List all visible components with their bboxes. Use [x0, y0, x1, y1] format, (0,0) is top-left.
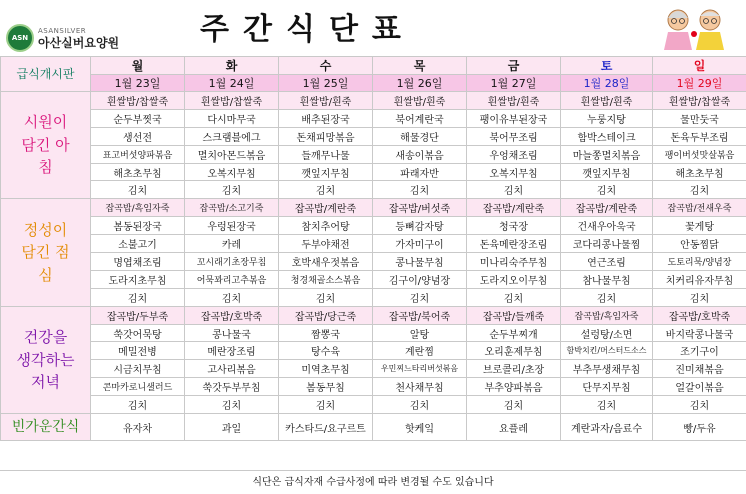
- menu-item: 김치: [91, 288, 185, 306]
- page-header: [0, 0, 746, 56]
- menu-item: 김치: [185, 288, 279, 306]
- breakfast-row: [1, 92, 746, 110]
- menu-item: 참치추어탕: [279, 217, 373, 235]
- menu-item: 콘마카로니샐러드: [91, 378, 185, 396]
- menu-item: 청국장: [467, 217, 561, 235]
- menu-item: 꽃게탕: [653, 217, 746, 235]
- menu-item: 팽이유부된장국: [467, 109, 561, 127]
- breakfast-row: [1, 145, 746, 163]
- menu-item: 우엉채조림: [467, 145, 561, 163]
- menu-item: 해초초무침: [653, 163, 746, 181]
- menu-item: 김치: [373, 181, 467, 199]
- menu-item: 잡곡밥/버섯죽: [373, 199, 467, 217]
- menu-item: 잡곡밥/북어죽: [373, 306, 467, 324]
- menu-item: 건새우아욱국: [561, 217, 653, 235]
- lunch-row: [1, 235, 746, 253]
- menu-item: 김치: [91, 181, 185, 199]
- menu-item: 코다리콩나물찜: [561, 235, 653, 253]
- menu-item: 잡곡밥/계란죽: [279, 199, 373, 217]
- menu-item: 얼갈이볶음: [653, 378, 746, 396]
- menu-table: [0, 56, 746, 441]
- menu-item: 쑥갓어묵탕: [91, 324, 185, 342]
- day-name: 월: [91, 57, 185, 75]
- menu-item: 진미채볶음: [653, 360, 746, 378]
- day-name: 목: [373, 57, 467, 75]
- menu-item: 등뼈감자탕: [373, 217, 467, 235]
- menu-item: 잡곡밥/호박죽: [653, 306, 746, 324]
- date-row: [1, 75, 746, 92]
- menu-item: 파래자반: [373, 163, 467, 181]
- menu-item: 함박치킨/머스터드소스: [561, 342, 653, 360]
- menu-item: 잡곡밥/흑임자죽: [561, 306, 653, 324]
- menu-item: 북어무조림: [467, 127, 561, 145]
- menu-item: 김치: [653, 288, 746, 306]
- menu-item: 김구이/양념장: [373, 270, 467, 288]
- lunch-row: [1, 270, 746, 288]
- menu-item: 흰쌀밥/찹쌀죽: [91, 92, 185, 110]
- menu-item: 콩나물무침: [373, 253, 467, 271]
- logo-english: ASANSILVER: [38, 26, 87, 35]
- menu-item: 도토리묵/양념장: [653, 253, 746, 271]
- menu-item: 단무지무침: [561, 378, 653, 396]
- menu-item: 생선전: [91, 127, 185, 145]
- dinner-label-text: 건강을 생각하는 저녁: [16, 328, 75, 392]
- menu-item: 메란장조림: [185, 342, 279, 360]
- menu-item: 김치: [561, 181, 653, 199]
- logo-text: [38, 28, 119, 49]
- menu-item: 치커리유자무침: [653, 270, 746, 288]
- menu-item: 잡곡밥/계란죽: [467, 199, 561, 217]
- menu-item: 스크램블에그: [185, 127, 279, 145]
- menu-item: 카레: [185, 235, 279, 253]
- menu-item: 흰쌀밥/흰죽: [561, 92, 653, 110]
- menu-item: 어묵꽈리고추볶음: [185, 270, 279, 288]
- dinner-row: [1, 342, 746, 360]
- day-name: 금: [467, 57, 561, 75]
- menu-item: 흰쌀밥/흰죽: [467, 92, 561, 110]
- menu-item: 김치: [185, 396, 279, 414]
- lunch-row: [1, 288, 746, 306]
- menu-item: 잡곡밥/호박죽: [185, 306, 279, 324]
- board-label-text: 급식개시판: [16, 67, 75, 81]
- breakfast-row: [1, 109, 746, 127]
- day-date: 1월 23일: [91, 75, 185, 92]
- menu-item: 잡곡밥/소고기죽: [185, 199, 279, 217]
- menu-item: 꼬시래기초장무침: [185, 253, 279, 271]
- menu-item: 잡곡밥/계란죽: [561, 199, 653, 217]
- menu-item: 짬뽕국: [279, 324, 373, 342]
- menu-item: 들깨무나물: [279, 145, 373, 163]
- logo-emblem: [6, 24, 34, 52]
- menu-item: 고사리볶음: [185, 360, 279, 378]
- menu-item: 메밀전병: [91, 342, 185, 360]
- day-date: 1월 27일: [467, 75, 561, 92]
- menu-item: 흰쌀밥/흰죽: [279, 92, 373, 110]
- dinner-row: [1, 360, 746, 378]
- menu-item: 참나물무침: [561, 270, 653, 288]
- dinner-row: [1, 396, 746, 414]
- menu-item: 알탕: [373, 324, 467, 342]
- menu-item: 쑥갓두부무침: [185, 378, 279, 396]
- breakfast-label-text: 시원이 담긴 아침: [21, 113, 70, 177]
- menu-item: 바지락콩나물국: [653, 324, 746, 342]
- menu-item: 봄동무침: [279, 378, 373, 396]
- snack-item: 과일: [185, 414, 279, 441]
- snack-item: 요플레: [467, 414, 561, 441]
- menu-item: 김치: [467, 181, 561, 199]
- menu-item: 청경채골소스볶음: [279, 270, 373, 288]
- menu-item: 함박스테이크: [561, 127, 653, 145]
- snack-item: 계란과자/음료수: [561, 414, 653, 441]
- snack-item: 유자차: [91, 414, 185, 441]
- menu-item: 계란찜: [373, 342, 467, 360]
- menu-item: 돈육메란장조림: [467, 235, 561, 253]
- dinner-row: [1, 378, 746, 396]
- menu-item: 천사채무침: [373, 378, 467, 396]
- menu-item: 흰쌀밥/찹쌀죽: [185, 92, 279, 110]
- menu-item: 우렁된장국: [185, 217, 279, 235]
- menu-item: 김치: [279, 288, 373, 306]
- day-name: 화: [185, 57, 279, 75]
- lunch-label: [1, 199, 91, 306]
- lunch-row: [1, 199, 746, 217]
- menu-item: 김치: [561, 396, 653, 414]
- menu-item: 김치: [279, 396, 373, 414]
- menu-item: 오리훈제무침: [467, 342, 561, 360]
- menu-item: 멸치아몬드볶음: [185, 145, 279, 163]
- footer-note: 식단은 급식자재 수급사정에 따라 변경될 수도 있습니다: [0, 470, 746, 494]
- menu-item: 북어계란국: [373, 109, 467, 127]
- menu-item: 김치: [467, 288, 561, 306]
- menu-item: 김치: [653, 396, 746, 414]
- day-name-row: [1, 57, 746, 75]
- menu-item: 김치: [91, 396, 185, 414]
- menu-item: 잡곡밥/두부죽: [91, 306, 185, 324]
- menu-item: 잡곡밥/흑임자죽: [91, 199, 185, 217]
- menu-item: 김치: [653, 181, 746, 199]
- logo: [6, 24, 119, 52]
- menu-item: 조기구이: [653, 342, 746, 360]
- snack-item: 핫케잌: [373, 414, 467, 441]
- snack-item: 카스타드/요구르트: [279, 414, 373, 441]
- lunch-row: [1, 253, 746, 271]
- menu-item: 돈육두부조림: [653, 127, 746, 145]
- menu-item: 도라지초무침: [91, 270, 185, 288]
- menu-item: 흰쌀밥/흰죽: [373, 92, 467, 110]
- lunch-label-text: 정성이 담긴 점심: [21, 220, 70, 284]
- page-title: 주간식단표: [200, 12, 415, 47]
- menu-item: 해초초무침: [91, 163, 185, 181]
- menu-item: 팽이버섯맛살볶음: [653, 145, 746, 163]
- menu-item: 김치: [467, 396, 561, 414]
- menu-item: 소불고기: [91, 235, 185, 253]
- menu-item: 마늘쫑멸치볶음: [561, 145, 653, 163]
- menu-item: 봄동된장국: [91, 217, 185, 235]
- menu-item: 미나리숙주무침: [467, 253, 561, 271]
- breakfast-row: [1, 163, 746, 181]
- day-date: 1월 28일: [561, 75, 653, 92]
- menu-item: 도라지오이무침: [467, 270, 561, 288]
- day-date: 1월 25일: [279, 75, 373, 92]
- menu-item: 두부야채전: [279, 235, 373, 253]
- menu-item: 콩나물국: [185, 324, 279, 342]
- menu-item: 돈채피망볶음: [279, 127, 373, 145]
- day-date: 1월 29일: [653, 75, 746, 92]
- menu-item: 안동찜닭: [653, 235, 746, 253]
- breakfast-label: [1, 92, 91, 199]
- dinner-row: [1, 306, 746, 324]
- menu-item: 누룽지탕: [561, 109, 653, 127]
- menu-item: 김치: [561, 288, 653, 306]
- menu-item: 김치: [185, 181, 279, 199]
- breakfast-row: [1, 181, 746, 199]
- menu-item: 설렁탕/소면: [561, 324, 653, 342]
- menu-item: 해물경단: [373, 127, 467, 145]
- snack-item: 빵/두유: [653, 414, 746, 441]
- day-date: 1월 26일: [373, 75, 467, 92]
- breakfast-row: [1, 127, 746, 145]
- day-name: 토: [561, 57, 653, 75]
- day-name: 일: [653, 57, 746, 75]
- dinner-label: [1, 306, 91, 413]
- menu-item: 순두부찟국: [91, 109, 185, 127]
- menu-item: 브로콜리/초장: [467, 360, 561, 378]
- menu-item: 배추된장국: [279, 109, 373, 127]
- menu-item: 호박새우젓볶음: [279, 253, 373, 271]
- menu-item: 깻잎지무침: [561, 163, 653, 181]
- menu-item: 흰쌀밥/찹쌀죽: [653, 92, 746, 110]
- menu-item: 김치: [373, 396, 467, 414]
- snack-label: [1, 414, 91, 441]
- day-name: 수: [279, 57, 373, 75]
- menu-item: 깻잎지무침: [279, 163, 373, 181]
- menu-item: 김치: [279, 181, 373, 199]
- menu-item: 부추무생채무침: [561, 360, 653, 378]
- menu-item: 명엽채조림: [91, 253, 185, 271]
- menu-item: 가자미구이: [373, 235, 467, 253]
- board-label: [1, 57, 91, 92]
- menu-item: 우민찌느타리버섯볶음: [373, 360, 467, 378]
- dinner-row: [1, 324, 746, 342]
- menu-item: 다시마무국: [185, 109, 279, 127]
- menu-item: 잡곡밥/들깨죽: [467, 306, 561, 324]
- menu-item: 표고버섯양파볶음: [91, 145, 185, 163]
- menu-item: 잡곡밥/전새우죽: [653, 199, 746, 217]
- menu-item: 오복지무침: [467, 163, 561, 181]
- logo-korean: 아산실버요양원: [38, 35, 120, 50]
- menu-item: 시금치무침: [91, 360, 185, 378]
- snack-row: [1, 414, 746, 441]
- menu-item: 새송이볶음: [373, 145, 467, 163]
- menu-item: 미역초무침: [279, 360, 373, 378]
- menu-item: 부추양파볶음: [467, 378, 561, 396]
- menu-item: 김치: [373, 288, 467, 306]
- snack-label-text: 빈가운간식: [11, 418, 80, 435]
- menu-item: 순두부찌개: [467, 324, 561, 342]
- logo-mark: ASN: [11, 34, 29, 42]
- menu-item: 탕수육: [279, 342, 373, 360]
- elderly-couple-illustration: [656, 4, 736, 52]
- lunch-row: [1, 217, 746, 235]
- menu-item: 연근조림: [561, 253, 653, 271]
- menu-item: 오복지무침: [185, 163, 279, 181]
- day-date: 1월 24일: [185, 75, 279, 92]
- menu-item: 물만둣국: [653, 109, 746, 127]
- menu-item: 잡곡밥/당근죽: [279, 306, 373, 324]
